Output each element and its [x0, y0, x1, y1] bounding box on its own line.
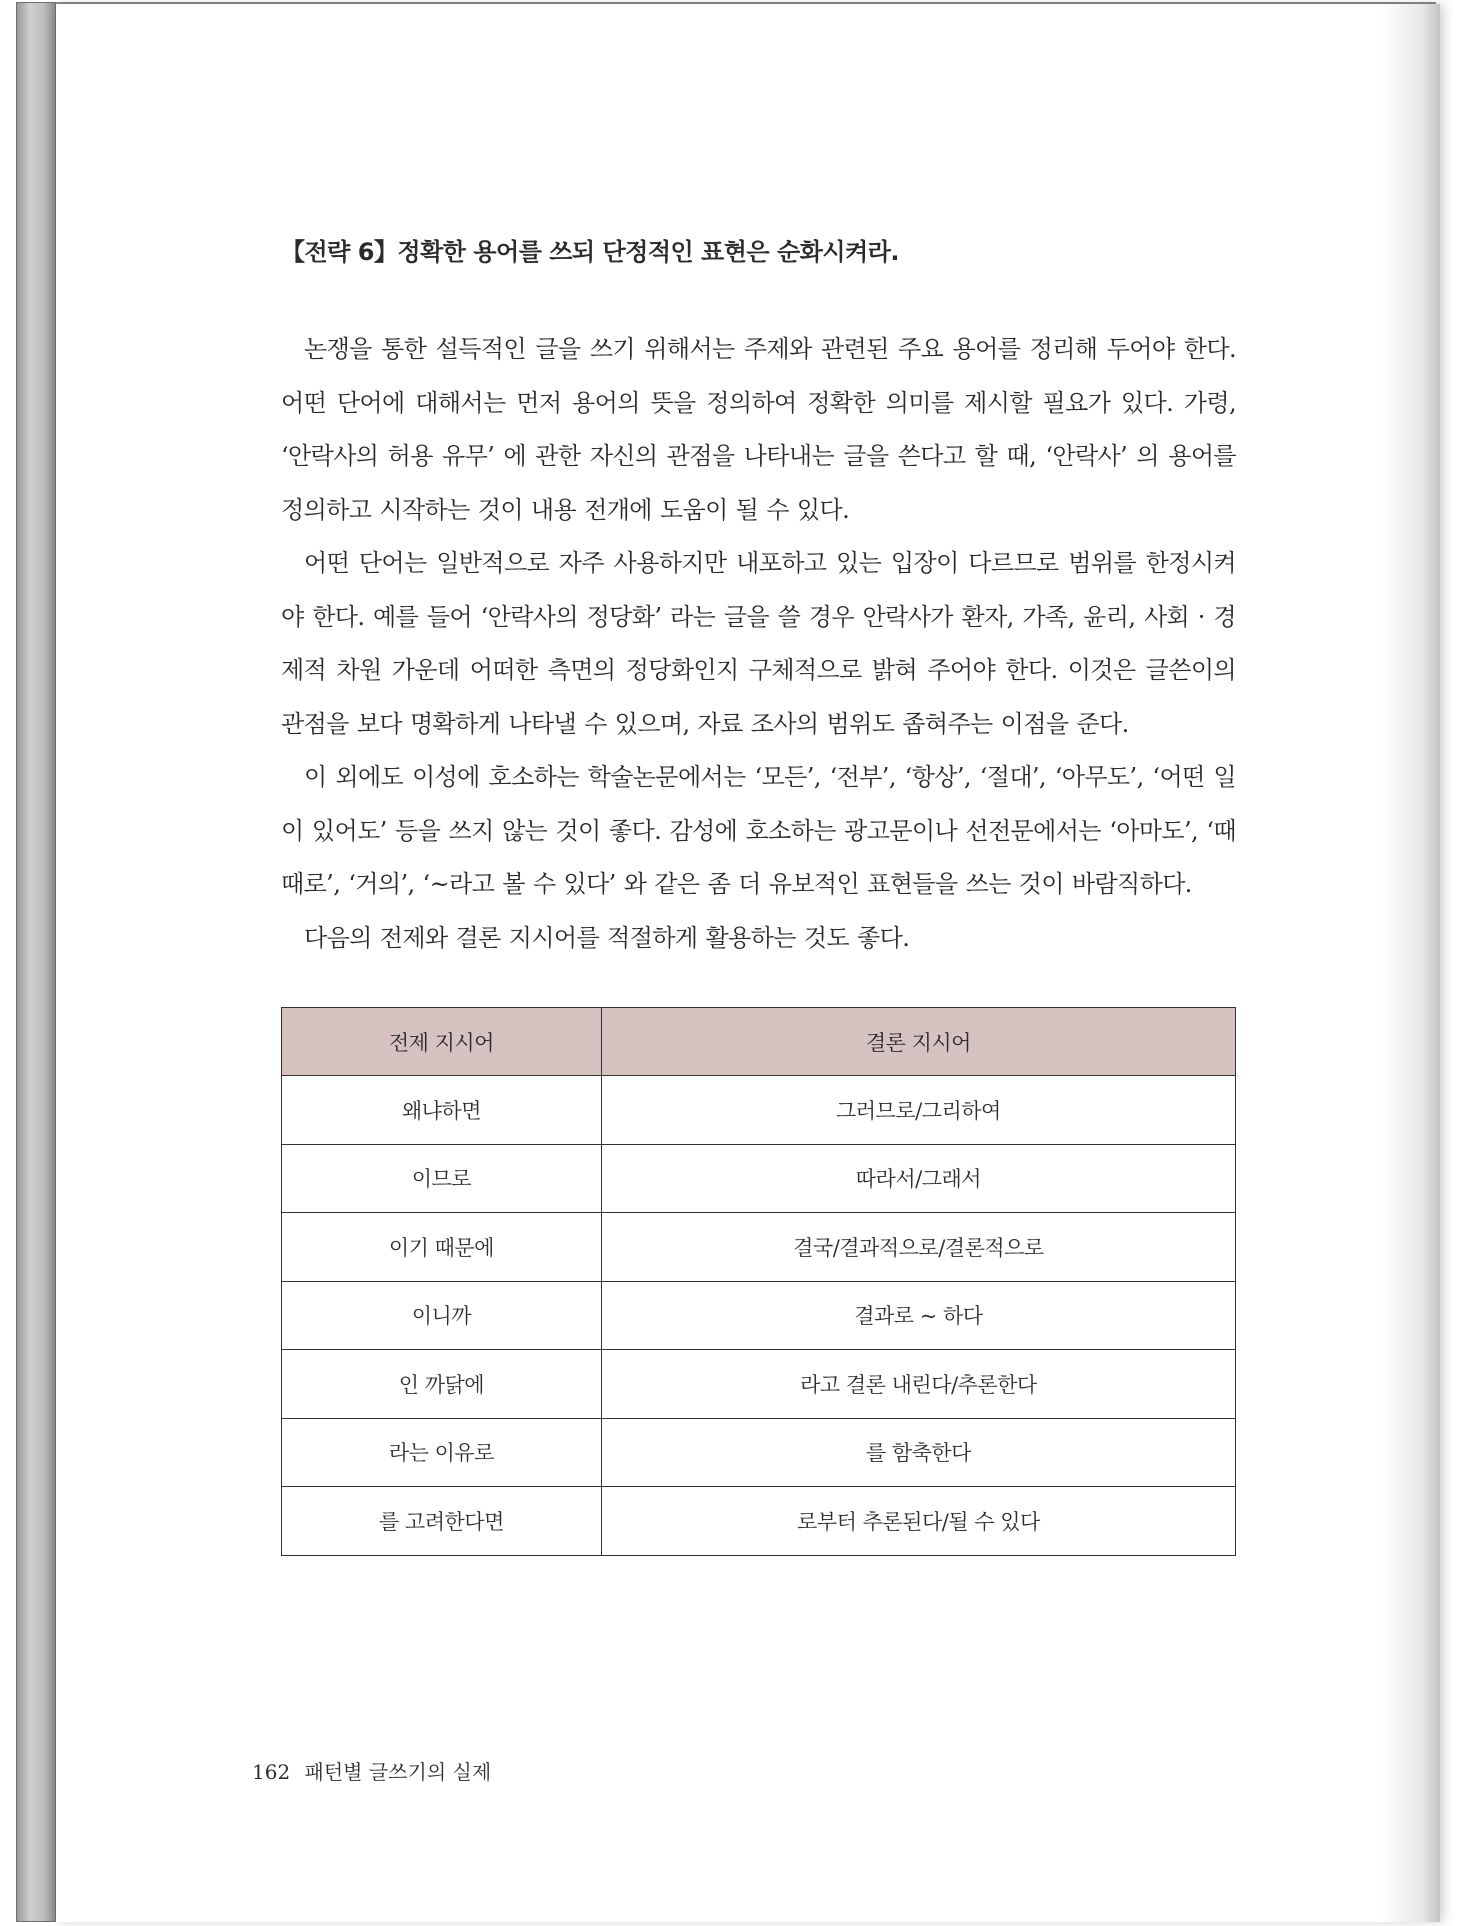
conclusion-cell: 따라서/그래서 [601, 1144, 1235, 1213]
page-curl-shadow [1380, 4, 1440, 1922]
conclusion-cell: 그러므로/그리하여 [601, 1076, 1235, 1145]
premise-cell: 이기 때문에 [282, 1213, 602, 1282]
conclusion-cell: 라고 결론 내린다/추론한다 [601, 1350, 1235, 1419]
table-row [282, 1487, 1236, 1556]
conclusion-cell: 결과로 ~ 하다 [601, 1281, 1235, 1350]
page-number: 162 [252, 1760, 291, 1784]
paragraph-4: 다음의 전제와 결론 지시어를 적절하게 활용하는 것도 좋다. [304, 923, 910, 952]
table-row [282, 1144, 1236, 1213]
indicator-table [281, 1007, 1236, 1556]
running-title: 패턴별 글쓰기의 실제 [304, 1760, 492, 1784]
paragraph-3: 이 외에도 이성에 호소하는 학술논문에서는 ‘모든’, ‘전부’, ‘항상’, ‘절대’, ‘아무도’, ‘어떤 일이 있어도’ 등을 쓰지 않는 것이 좋다. 감성에 호소하는 광고문이나 선전문에서는 ‘아마도’, ‘때때로’, ‘거의’, ‘~라고 볼 수 있다’ 와 같은 좀 더 유보적인 표현들을 쓰는 것이 바람직하다. [281, 763, 1236, 898]
header-conclusion-indicator: 결론 지시어 [601, 1008, 1235, 1076]
page-content [281, 232, 1236, 1556]
paragraph-2: 어떤 단어는 일반적으로 자주 사용하지만 내포하고 있는 입장이 다르므로 범위를 한정시켜야 한다. 예를 들어 ‘안락사의 정당화’ 라는 글을 쓸 경우 안락사가 환자, 가족, 윤리, 사회 · 경제적 차원 가운데 어떠한 측면의 정당화인지 구체적으로 밝혀 주어야 한다. 이것은 글쓴이의 관점을 보다 명확하게 나타낼 수 있으며, 자료 조사의 범위도 좁혀주는 이점을 준다. [281, 549, 1236, 738]
page-footer [252, 1756, 491, 1785]
conclusion-cell: 결국/결과적으로/결론적으로 [601, 1213, 1235, 1282]
premise-cell: 라는 이유로 [282, 1418, 602, 1487]
premise-cell: 인 까닭에 [282, 1350, 602, 1419]
table-row [282, 1350, 1236, 1419]
conclusion-cell: 를 함축한다 [601, 1418, 1235, 1487]
premise-cell: 이니까 [282, 1281, 602, 1350]
table-row [282, 1281, 1236, 1350]
table-header-row [282, 1008, 1236, 1076]
table-row [282, 1076, 1236, 1145]
table-row [282, 1213, 1236, 1282]
paragraph-1: 논쟁을 통한 설득적인 글을 쓰기 위해서는 주제와 관련된 주요 용어를 정리해 두어야 한다. 어떤 단어에 대해서는 먼저 용어의 뜻을 정의하여 정확한 의미를 제시할 필요가 있다. 가령, ‘안락사의 허용 유무’ 에 관한 자신의 관점을 나타내는 글을 쓴다고 할 때, ‘안락사’ 의 용어를 정의하고 시작하는 것이 내용 전개에 도움이 될 수 있다. [281, 335, 1236, 524]
book-spine-edge [16, 2, 56, 1922]
premise-cell: 왜냐하면 [282, 1076, 602, 1145]
conclusion-cell: 로부터 추론된다/될 수 있다 [601, 1487, 1235, 1556]
premise-cell: 이므로 [282, 1144, 602, 1213]
table-row [282, 1418, 1236, 1487]
strategy-heading: 【전략 6】정확한 용어를 쓰되 단정적인 표현은 순화시켜라. [281, 238, 899, 266]
header-premise-indicator: 전제 지시어 [282, 1008, 602, 1076]
premise-cell: 를 고려한다면 [282, 1487, 602, 1556]
